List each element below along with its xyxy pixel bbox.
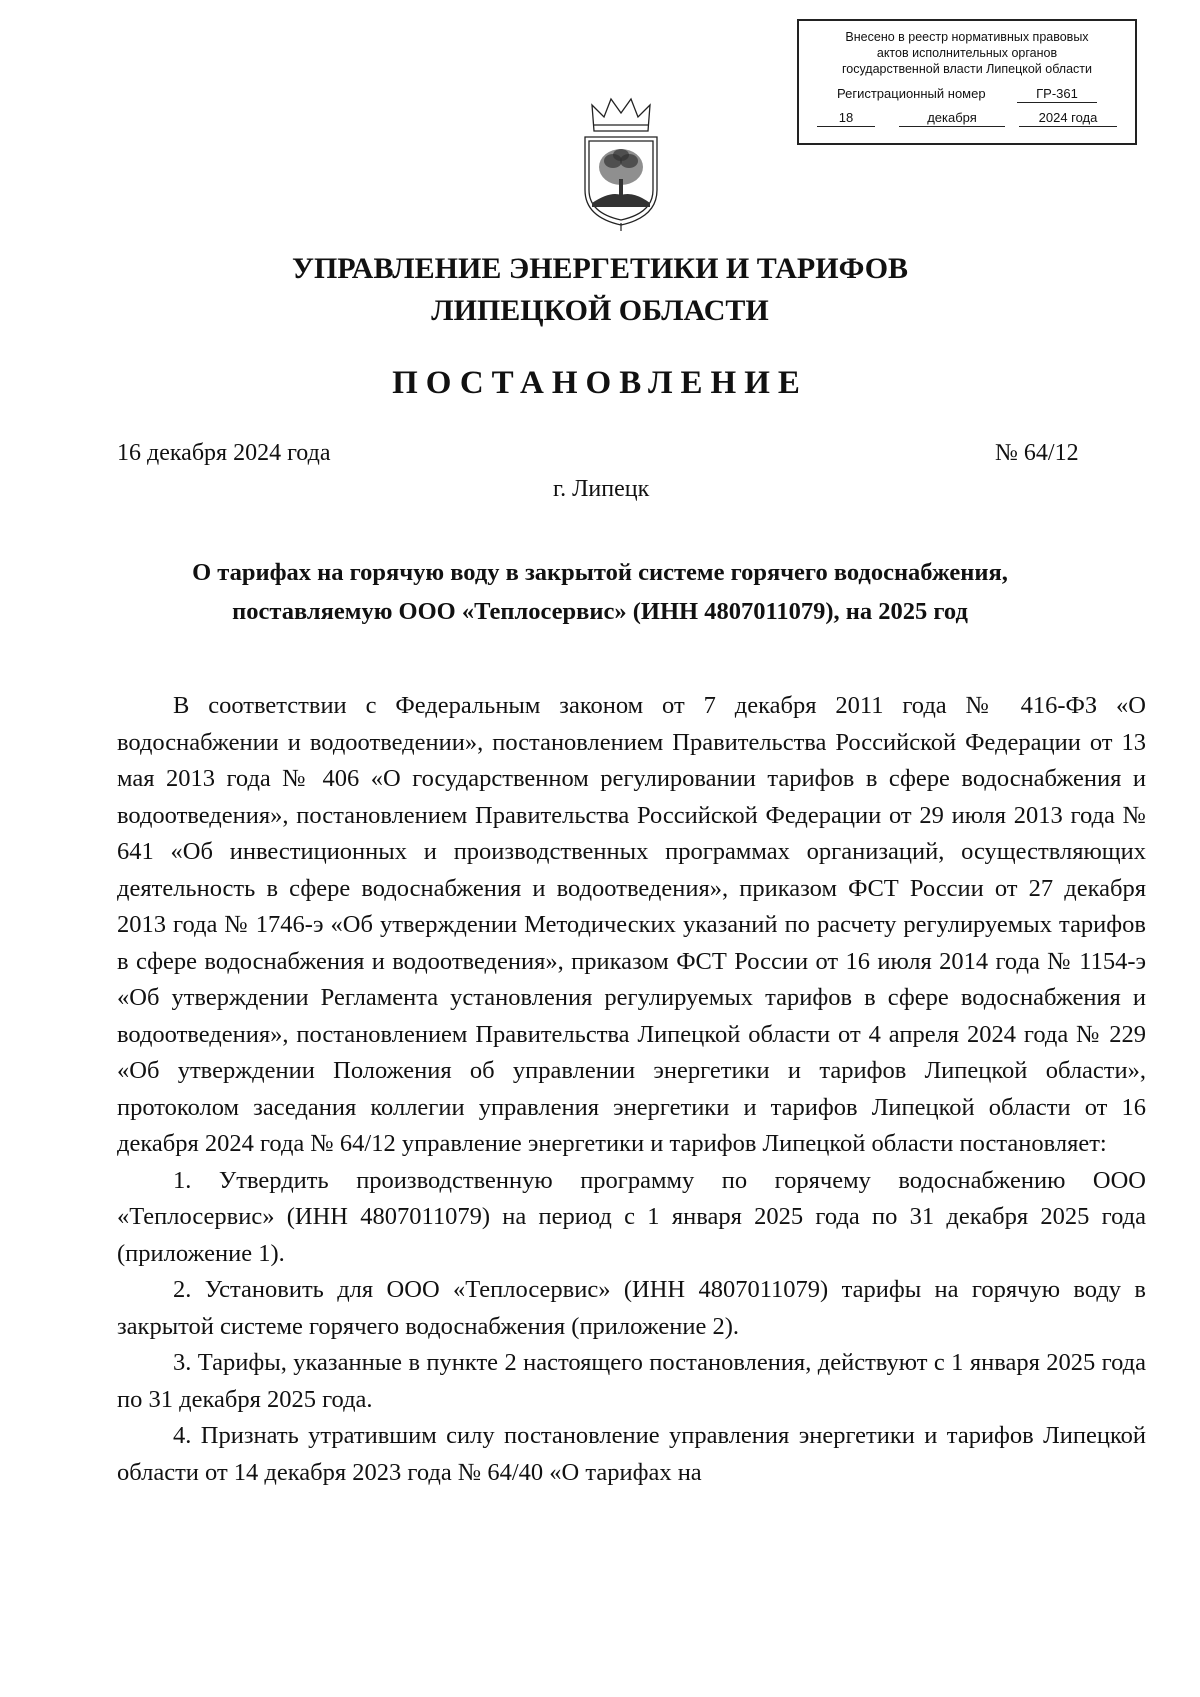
subject-line-2: поставляемую ООО «Теплосервис» (ИНН 4807011079), на 2025 год xyxy=(232,598,968,625)
stamp-month: декабря xyxy=(899,110,1005,127)
document-number: № 64/12 xyxy=(995,440,1079,466)
subject-line-1: О тарифах на горячую воду в закрытой системе горячего водоснабжения, xyxy=(192,559,1008,586)
item-3-paragraph: 3. Тарифы, указанные в пункте 2 настоящего постановления, действуют с 1 января 2025 года по 31 декабря 2025 года. xyxy=(117,1349,1146,1413)
stamp-day: 18 xyxy=(817,110,875,127)
item-2-paragraph: 2. Установить для ООО «Теплосервис» (ИНН 4807011079) тарифы на горячую воду в закрытой системе горячего водоснабжения (приложение 2). xyxy=(117,1276,1146,1340)
stamp-line-1: Внесено в реестр нормативных правовых xyxy=(845,30,1089,44)
org-name-line-2: ЛИПЕЦКОЙ ОБЛАСТИ xyxy=(431,294,769,327)
document-body xyxy=(117,688,1146,1491)
document-subject xyxy=(0,553,1200,631)
stamp-year: 2024 года xyxy=(1019,110,1117,127)
document-date: 16 декабря 2024 года xyxy=(117,440,331,466)
document-city: г. Липецк xyxy=(553,476,650,502)
coat-of-arms-emblem xyxy=(580,95,662,231)
stamp-line-2: актов исполнительных органов xyxy=(876,46,1058,60)
stamp-line-3: государственной власти Липецкой области xyxy=(841,62,1093,76)
item-1-paragraph: 1. Утвердить производственную программу по горячему водоснабжению ООО «Теплосервис» (ИНН 4807011079) на период с 1 января 2025 года по 31 декабря 2025 года (приложение 1). xyxy=(117,1166,1146,1267)
registration-stamp xyxy=(797,19,1137,145)
stamp-reg-label: Регистрационный номер xyxy=(837,86,986,101)
org-name xyxy=(0,248,1200,332)
stamp-reg-number: ГР-361 xyxy=(1017,86,1097,103)
item-4-paragraph: 4. Признать утратившим силу постановление управления энергетики и тарифов Липецкой области от 14 декабря 2023 года № 64/40 «О тарифах на xyxy=(117,1422,1146,1486)
org-name-line-1: УПРАВЛЕНИЕ ЭНЕРГЕТИКИ И ТАРИФОВ xyxy=(291,252,909,285)
preamble-paragraph: В соответствии с Федеральным законом от 7 декабря 2011 года № 416-ФЗ «О водоснабжении и водоотведении», постановлением Правительства Российской Федерации от 13 мая 2013 года № 406 «О государственном регулировании тарифов в сфере водоснабжения и водоотведения», постановлением Правительства Российской Федерации от 29 июля 2013 года № 641 «Об инвестиционных и производственных программах организаций, осуществляющих деятельность в сфере водоснабжения и водоотведения», приказом ФСТ России от 27 декабря 2013 года № 1746-э «Об утверждении Методических указаний по расчету регулируемых тарифов в сфере водоснабжения и водоотведения», приказом ФСТ России от 16 июля 2014 года № 1154-э «Об утверждении Регламента установления регулируемых тарифов в сфере водоснабжения и водоотведения», постановлением Правительства Липецкой области от 4 апреля 2024 года № 229 «Об утверждении Положения об управлении энергетики и тарифов Липецкой области», протоколом заседания коллегии управления энергетики и тарифов Липецкой области от 16 декабря 2024 года № 64/12 управление энергетики и тарифов Липецкой области постановляет: xyxy=(117,692,1146,1157)
document-type: ПОСТАНОВЛЕНИЕ xyxy=(392,365,808,401)
